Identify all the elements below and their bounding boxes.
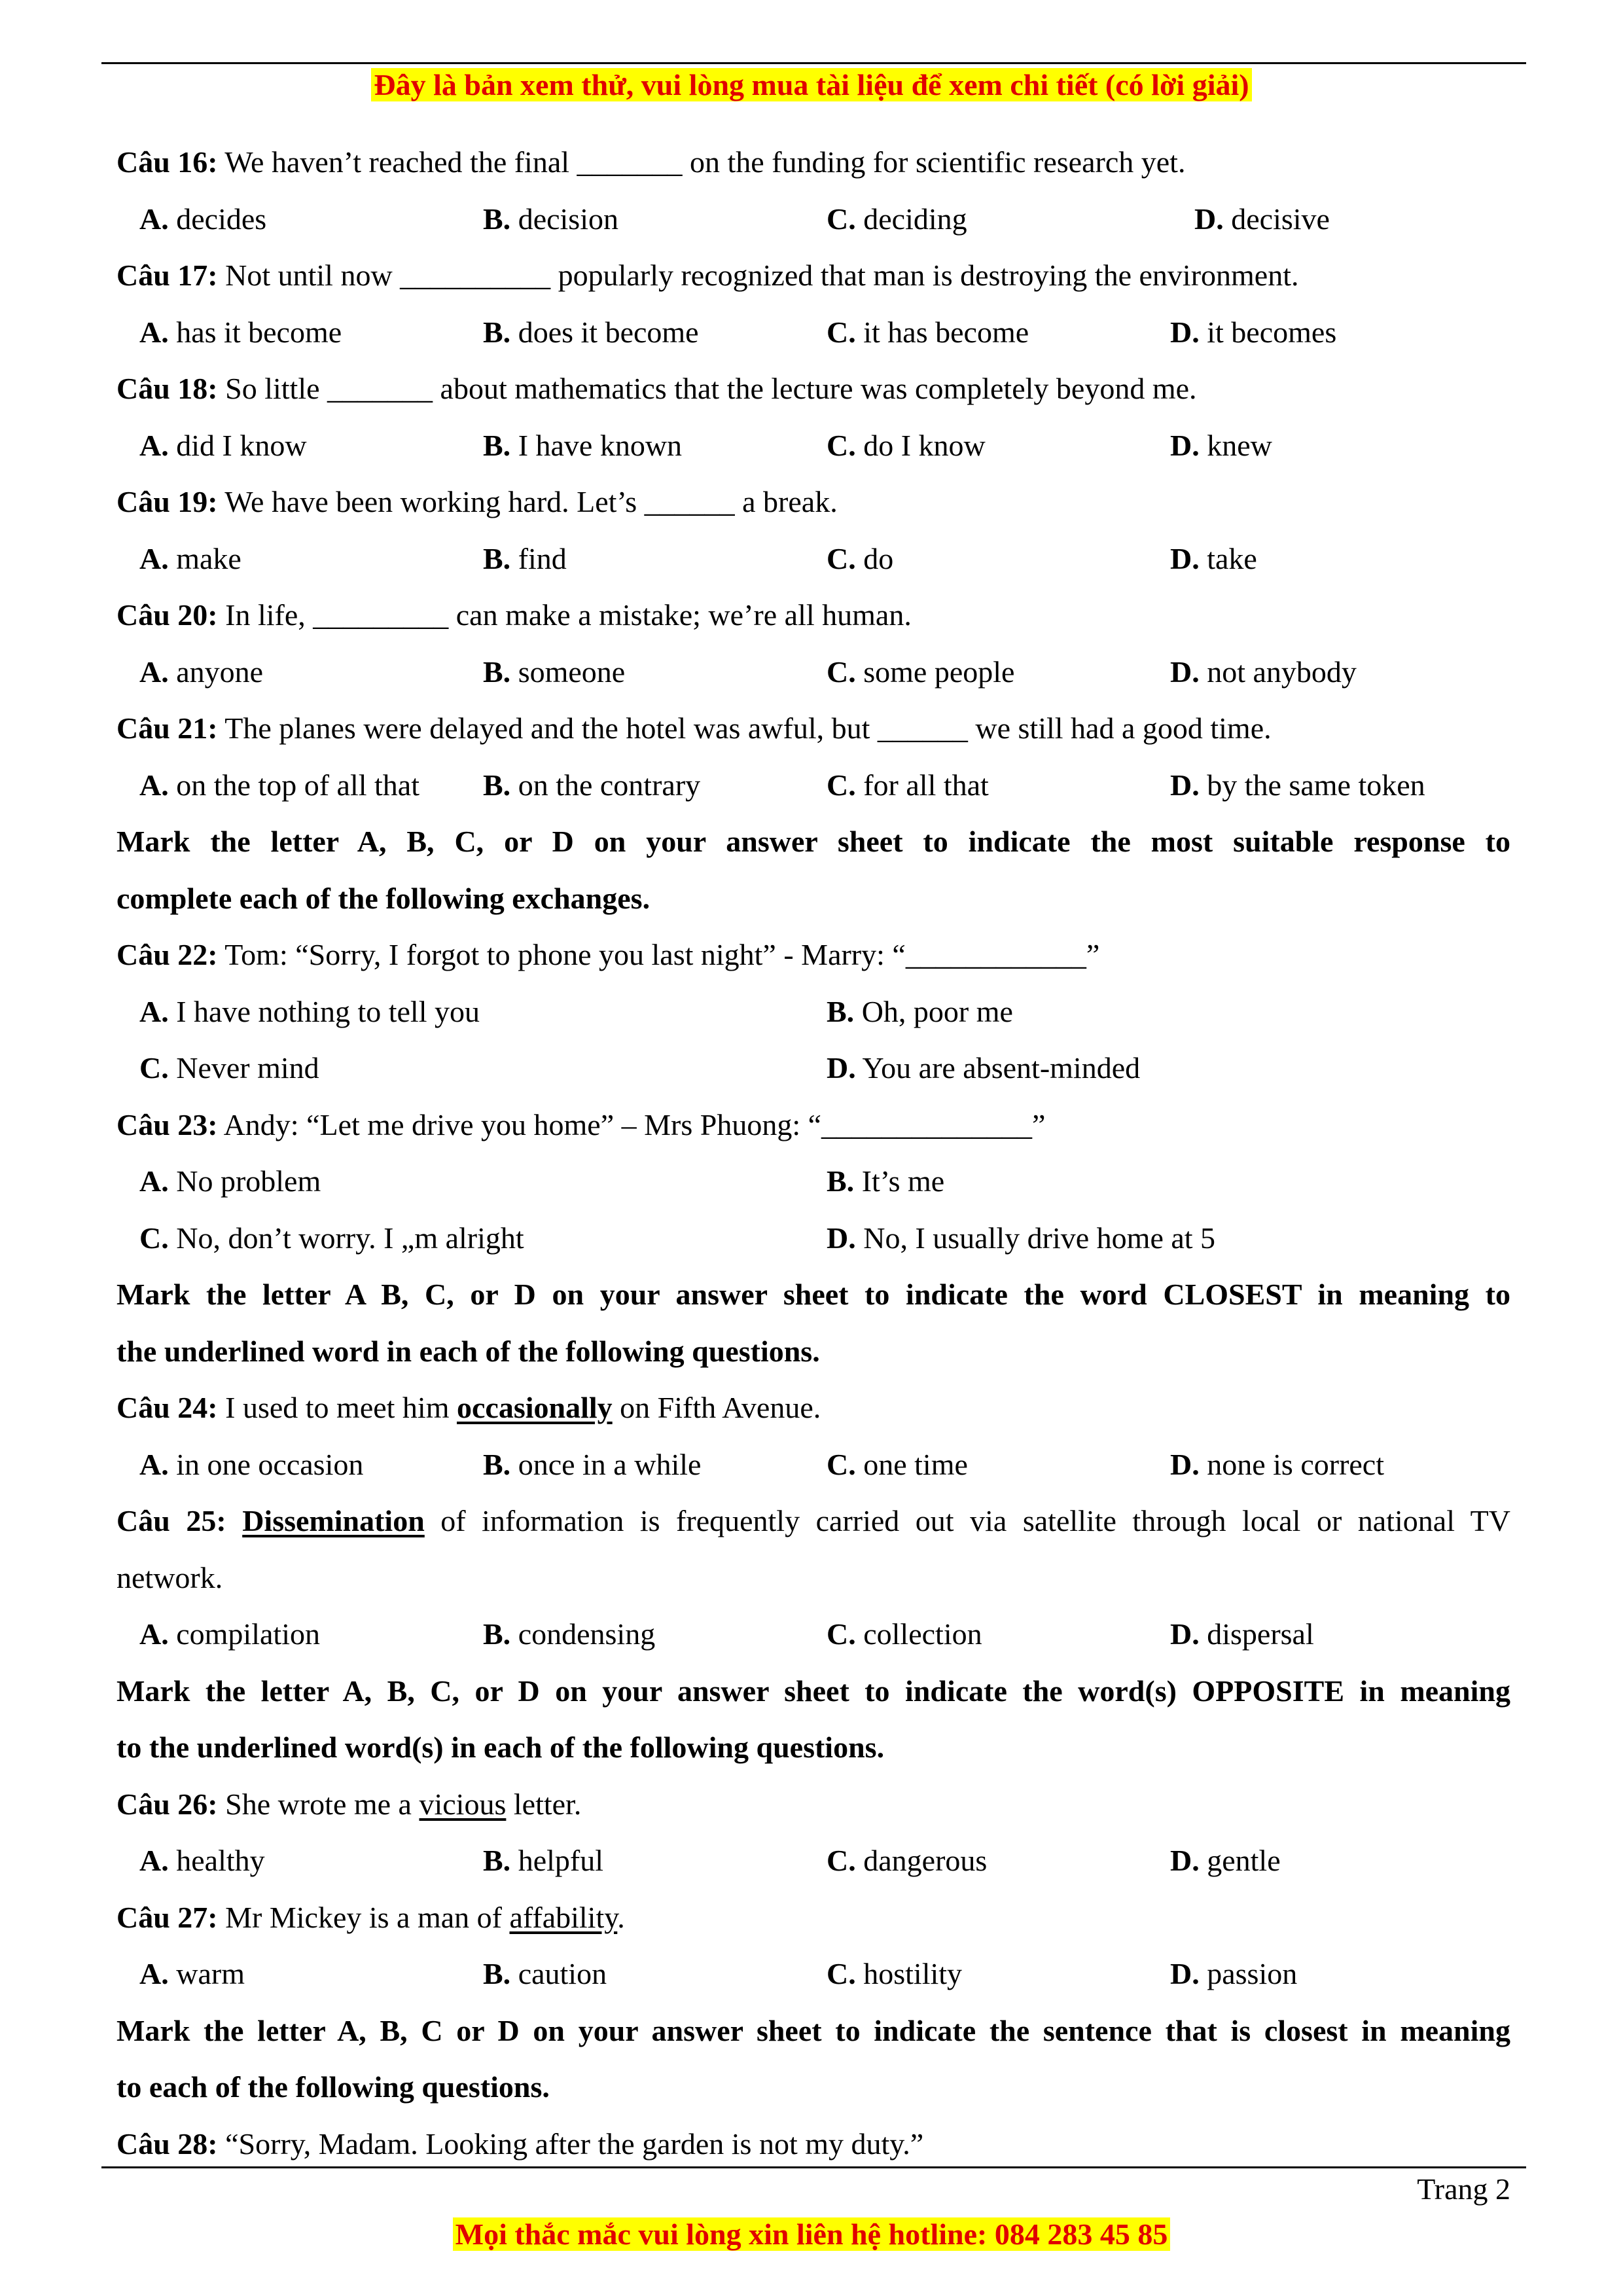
option-d[interactable]: D. not anybody (1170, 655, 1357, 689)
option-c[interactable]: C. collection (827, 1617, 982, 1651)
question-22 (116, 927, 1510, 984)
option-c[interactable]: C. Never mind (139, 1051, 319, 1085)
options-22-ab (116, 984, 1510, 1041)
option-c[interactable]: C. do (827, 541, 894, 575)
option-d[interactable]: D. gentle (1170, 1844, 1281, 1877)
instruction-opposite-cont: to the underlined word(s) in each of the following questions. (116, 1731, 885, 1764)
question-25: Câu 25: Dissemination of information is frequently carried out via satellite through local or national TV (116, 1504, 1510, 1537)
option-a[interactable]: A. warm (139, 1957, 245, 1990)
option-b[interactable]: B. condensing (483, 1617, 656, 1651)
question-text: So little _______ about mathematics that the lecture was completely beyond me. (217, 372, 1197, 405)
question-number: Câu 23: (116, 1107, 218, 1141)
underlined-word: vicious (419, 1787, 507, 1821)
hotline-banner (0, 2215, 1623, 2254)
option-d[interactable]: D. decisive (1194, 202, 1330, 236)
instruction-closest: Mark the letter A B, C, or D on your answer sheet to indicate the word CLOSEST in meaning to (116, 1278, 1510, 1311)
question-text: In life, _________ can make a mistake; we’re all human. (217, 598, 912, 632)
option-a[interactable]: A. No problem (139, 1164, 321, 1198)
option-d[interactable]: D. none is correct (1170, 1447, 1385, 1481)
page-number: Trang 2 (1417, 2172, 1510, 2206)
option-b[interactable]: B. once in a while (483, 1447, 702, 1481)
question-number: Câu 16: (116, 145, 218, 179)
question-number: Câu 25: (116, 1504, 226, 1537)
options-24 (116, 1437, 1510, 1494)
option-c[interactable]: C. dangerous (827, 1844, 988, 1877)
option-b[interactable]: B. Oh, poor me (827, 994, 1013, 1028)
instruction-response: Mark the letter A, B, C, or D on your answer sheet to indicate the most suitable response to (116, 825, 1510, 858)
options-20 (116, 644, 1510, 701)
option-d[interactable]: D. dispersal (1170, 1617, 1314, 1651)
options-27 (116, 1946, 1510, 2003)
option-a[interactable]: A. compilation (139, 1617, 320, 1651)
question-25-cont: network. (116, 1560, 223, 1594)
option-b[interactable]: B. someone (483, 655, 626, 689)
question-27: Câu 27: Mr Mickey is a man of affability. (116, 1900, 625, 1934)
option-c[interactable]: C. deciding (827, 202, 967, 236)
exam-content (116, 134, 1510, 2172)
option-b[interactable]: B. find (483, 541, 567, 575)
question-text: Tom: “Sorry, I forgot to phone you last night” - Marry: “____________” (217, 938, 1100, 971)
question-number: Câu 26: (116, 1787, 218, 1821)
option-c[interactable]: C. for all that (827, 768, 989, 802)
options-22-cd (116, 1040, 1510, 1097)
question-text: “Sorry, Madam. Looking after the garden is not my duty.” (217, 2126, 924, 2161)
question-text: Andy: “Let me drive you home” – Mrs Phuong: “______________” (217, 1107, 1046, 1141)
options-25 (116, 1606, 1510, 1663)
question-number: Câu 21: (116, 711, 218, 745)
question-number: Câu 24: (116, 1391, 218, 1424)
option-b[interactable]: B. decision (483, 202, 618, 236)
option-d[interactable]: D. it becomes (1170, 315, 1337, 349)
question-23 (116, 1097, 1510, 1154)
question-number: Câu 20: (116, 598, 218, 632)
question-20 (116, 587, 1510, 644)
option-a[interactable]: A. on the top of all that (139, 768, 419, 802)
options-18 (116, 418, 1510, 475)
instruction-sentence-cont: to each of the following questions. (116, 2070, 550, 2104)
option-b[interactable]: B. does it become (483, 315, 699, 349)
question-text: The planes were delayed and the hotel was awful, but ______ we still had a good time. (217, 711, 1272, 745)
options-16 (116, 191, 1510, 248)
instruction-opposite: Mark the letter A, B, C, or D on your answer sheet to indicate the word(s) OPPOSITE in meaning (116, 1674, 1510, 1708)
underlined-word: Dissemination (242, 1504, 425, 1537)
preview-banner-text: Đây là bản xem thử, vui lòng mua tài liệu để xem chi tiết (có lời giải) (371, 68, 1251, 101)
instruction-closest-cont: the underlined word in each of the following questions. (116, 1334, 820, 1368)
option-c[interactable]: C. No, don’t worry. I „m alright (139, 1221, 524, 1255)
options-23-cd (116, 1210, 1510, 1267)
question-text: We haven’t reached the final _______ on the funding for scientific research yet. (217, 145, 1186, 179)
option-a[interactable]: A. did I know (139, 428, 307, 462)
footer-rule (101, 2166, 1526, 2168)
option-a[interactable]: A. decides (139, 202, 267, 236)
preview-banner (0, 65, 1623, 105)
instruction-sentence: Mark the letter A, B, C or D on your answer sheet to indicate the sentence that is closest in meaning (116, 2013, 1510, 2047)
question-number: Câu 27: (116, 1900, 218, 1934)
instruction-response-cont: complete each of the following exchanges. (116, 881, 651, 915)
underlined-word: occasionally (457, 1391, 613, 1424)
options-26 (116, 1833, 1510, 1890)
option-c[interactable]: C. one time (827, 1447, 968, 1481)
options-21 (116, 757, 1510, 814)
option-b[interactable]: B. It’s me (827, 1164, 945, 1198)
question-number: Câu 17: (116, 259, 218, 292)
option-a[interactable]: A. make (139, 541, 241, 575)
option-b[interactable]: B. caution (483, 1957, 607, 1990)
question-number: Câu 22: (116, 938, 218, 971)
question-text: We have been working hard. Let’s ______ a break. (217, 485, 838, 518)
header-rule (101, 62, 1526, 64)
option-d[interactable]: D. take (1170, 541, 1257, 575)
question-17 (116, 247, 1510, 304)
question-19 (116, 474, 1510, 531)
option-a[interactable]: A. I have nothing to tell you (139, 994, 480, 1028)
option-d[interactable]: D. No, I usually drive home at 5 (827, 1221, 1216, 1255)
option-c[interactable]: C. do I know (827, 428, 986, 462)
option-d[interactable]: D. You are absent-minded (827, 1051, 1141, 1085)
option-b[interactable]: B. on the contrary (483, 768, 701, 802)
question-number: Câu 18: (116, 372, 218, 405)
question-24: Câu 24: I used to meet him occasionally on Fifth Avenue. (116, 1391, 821, 1424)
question-21 (116, 700, 1510, 757)
options-19 (116, 531, 1510, 588)
question-28 (116, 2116, 1510, 2173)
question-text: Not until now __________ popularly recognized that man is destroying the environment. (217, 259, 1299, 292)
option-b[interactable]: B. helpful (483, 1844, 603, 1877)
option-a[interactable]: A. has it become (139, 315, 342, 349)
option-d[interactable]: D. passion (1170, 1957, 1298, 1990)
option-a[interactable]: A. healthy (139, 1844, 265, 1877)
options-23-ab (116, 1153, 1510, 1210)
option-a[interactable]: A. in one occasion (139, 1447, 364, 1481)
option-b[interactable]: B. I have known (483, 428, 683, 462)
underlined-word: affability (509, 1900, 618, 1934)
hotline-text: Mọi thắc mắc vui lòng xin liên hệ hotline: 084 283 45 85 (453, 2217, 1171, 2251)
options-17 (116, 304, 1510, 361)
question-26: Câu 26: She wrote me a vicious letter. (116, 1787, 582, 1821)
question-16 (116, 134, 1510, 191)
question-18 (116, 361, 1510, 418)
option-a[interactable]: A. anyone (139, 655, 264, 689)
option-d[interactable]: D. knew (1170, 428, 1272, 462)
question-number: Câu 28: (116, 2126, 218, 2161)
option-c[interactable]: C. it has become (827, 315, 1029, 349)
option-d[interactable]: D. by the same token (1170, 768, 1425, 802)
question-number: Câu 19: (116, 485, 218, 518)
option-c[interactable]: C. hostility (827, 1957, 963, 1990)
option-c[interactable]: C. some people (827, 655, 1015, 689)
